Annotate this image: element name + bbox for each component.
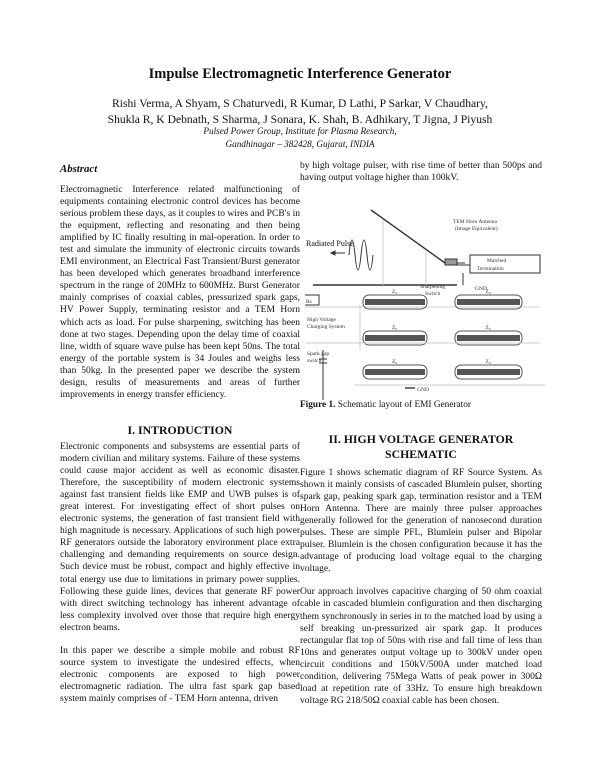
fig-label-impedance: Z₀ xyxy=(485,325,491,331)
fig-label-radiated-pulse: Radiated Pulse xyxy=(306,239,354,248)
heading-line: SCHEMATIC xyxy=(385,447,457,461)
affiliation-line: Gandhinagar – 382428, Gujarat, INDIA xyxy=(225,139,375,149)
fig-label-termination: Termination xyxy=(477,266,504,272)
fig-label-impedance: Z₀ xyxy=(485,359,491,365)
section-2-text xyxy=(300,467,542,707)
abstract-heading: Abstract xyxy=(60,163,98,175)
fig-label-hv: Charging System xyxy=(307,324,345,330)
paragraph: In this paper we describe a simple mobile and robust RF source system to investigate the undesired effects, when electronic components are exposed to high power electromagnetic radiation. The ultra fast spark gap based system mainly comprises of - TEM Horn antenna, driven xyxy=(60,644,300,704)
caption-label: Figure 1. xyxy=(300,400,336,410)
figure-caption xyxy=(300,400,542,410)
figure-1-schematic xyxy=(305,195,545,400)
affiliation-line: Pulsed Power Group, Institute for Plasma Research, xyxy=(203,126,397,136)
coaxial-cable-core xyxy=(365,335,425,341)
fig-label-antenna: (Image Equivalent) xyxy=(455,226,498,232)
coaxial-cable-core xyxy=(457,299,520,305)
introduction-continued xyxy=(300,160,542,184)
fig-label-termination: Matched xyxy=(487,258,507,264)
fig-label-hv: High Voltage xyxy=(307,317,336,323)
section-heading-hv-generator xyxy=(300,432,542,462)
fig-label-gnd: GND xyxy=(417,387,429,393)
paragraph: Our approach involves capacitive charging of 50 ohm coaxial cable in cascaded blumlein configuration and then discharging them synchronously in series in to the matched load by using a self breaking un-pressurized air spark gap. It produces rectangular flat top of 50ns with rise and fall time of less than 10ns and generates output voltage up to 300kV under open circuit conditions and 150kV/500A under matched load condition, delivering 75Mega Watts of peak power in 300Ω load at repetition rate of 33Hz. To ensure high breakdown voltage RG 218/50Ω coaxial cable has been chosen. xyxy=(300,586,542,706)
fig-label-impedance: Z₀ xyxy=(392,289,398,295)
fig-label-impedance: Z₀ xyxy=(392,359,398,365)
paragraph: Electronic components and subsystems are essential parts of modern civilian and military systems. Failure of these systems could cause major accident as well as economic disaster. Therefore, the susceptibility of modern electronic systems against fast transient fields like EMP and UWB pulses is of great interest. For investigating effect of short pulses on electronic systems, the generation of fast transient field with high magnitude is necessary. Applications of such high power RF generators outside the laboratory environment place extra challenging and demanding requirements on source design. Such device must be robust, compact and highly effective in total energy use due to limitations in primary power supplies. Following these guide lines, devices that generate RF power with direct switching technology has inherent advantage of less complexity involved over those that require high energy electron beams. xyxy=(60,441,300,633)
fig-label-spark: switch xyxy=(307,358,322,364)
fig-label-rs: Rs xyxy=(306,299,312,305)
arrow-head-icon xyxy=(331,251,335,255)
coaxial-cable-core xyxy=(457,369,520,375)
coaxial-cable-core xyxy=(457,335,520,341)
fig-label-antenna: TEM Horn Antenna xyxy=(453,219,497,225)
heading-line: II. HIGH VOLTAGE GENERATOR xyxy=(328,432,514,446)
caption-text: Schematic layout of EMI Generator xyxy=(335,400,471,410)
fig-label-impedance: Z₀ xyxy=(485,289,491,295)
coaxial-cable-core xyxy=(365,369,425,375)
introduction-text xyxy=(60,441,300,705)
fig-label-sharpening: Sharpening xyxy=(420,284,446,290)
fig-label-impedance: Z₀ xyxy=(392,325,398,331)
fig-label-gnd: GND xyxy=(475,286,487,292)
author-line: Rishi Verma, A Shyam, S Chaturvedi, R Kumar, D Lathi, P Sarkar, V Chaudhary, xyxy=(112,97,488,110)
abstract-text xyxy=(60,184,300,401)
paragraph: Figure 1 shows schematic diagram of RF Source System. As shown it mainly consists of cascaded Blumlein pulser, shorting spark gap, peaking spark gap, termination resistor and a TEM Horn Antenna. There are mainly three pulser approaches generally followed for the generation of nanosecond duration pulses. These are simple PFL, Blumlein pulser and Bipolar pulser. Blumlein is the chosen configuration because it has the advantage of producing load voltage equal to the charging voltage. xyxy=(300,467,542,575)
paragraph: by high voltage pulser, with rise time of better than 500ps and having output voltage higher than 100kV. xyxy=(300,160,542,184)
coaxial-cable-core xyxy=(365,299,425,305)
abstract-paragraph: Electromagnetic Interference related malfunctioning of equipments containing electronic control devices has become serious problem these days, as it couples to wires and PCB's in the equipment, reflecting and resonating and then being amplified by IC finally resulting in mal-operation. In order to test and simulate the immunity of electronic circuits towards EMI environment, an Electrical Fast Transient/Burst generator has been developed which generates broadband interference spectrum in the range of 20MHz to 600MHz. Burst Generator mainly comprises of coaxial cables, pressurized spark gaps, HV Power Supply, terminating resistor and a TEM Horn which acts as load. For pulse sharpening, switching has been done at two stages. Depending upon the delay time of coaxial line, width of square wave pulse has been kept 50ns. The total energy of the portable system is 34 Joules and weighs less than 50kg. In the presented paper we describe the system design, results of measurements and areas of further improvements in energy transfer efficiency. xyxy=(60,184,300,400)
paper-title: Impulse Electromagnetic Interference Generator xyxy=(148,66,452,82)
fig-label-sharpening: Switch xyxy=(425,291,441,297)
section-heading-introduction: I. INTRODUCTION xyxy=(127,423,233,437)
author-line: Shukla R, K Debnath, S Sharma, J Sonara, K. Shah, B. Adhikary, T Jigna, J Piyush xyxy=(107,113,493,126)
fig-label-spark: Spark gap xyxy=(307,351,330,357)
